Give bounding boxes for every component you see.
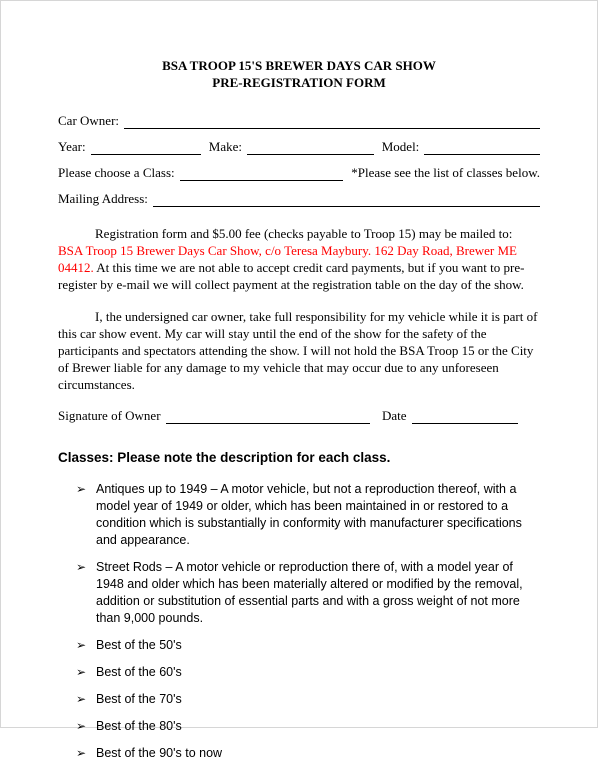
class-item-text: Best of the 60's	[96, 665, 182, 679]
class-item-text: Best of the 80's	[96, 719, 182, 733]
arrow-bullet-icon: ➢	[76, 719, 87, 733]
mailing-address-red-text: BSA Troop 15 Brewer Days Car Show, c/o Teresa Maybury. 162 Day Road, Brewer ME 04412.	[58, 243, 517, 275]
model-label: Model:	[381, 139, 420, 154]
car-owner-blank-line	[124, 115, 540, 129]
mailing-address-label: Mailing Address:	[58, 191, 148, 206]
registration-paragraph-rest: At this time we are not able to accept credit card payments, but if you want to pre-register by e-mail we will collect payment at the registration table on the day of the show.	[58, 260, 525, 292]
class-row	[58, 165, 540, 181]
class-item-best-50s	[76, 637, 540, 654]
page-title-line2: PRE-REGISTRATION FORM	[212, 75, 386, 90]
model-blank-line	[424, 141, 540, 155]
signature-owner-label: Signature of Owner	[58, 408, 161, 423]
arrow-bullet-icon: ➢	[76, 746, 87, 760]
date-label: Date	[381, 408, 407, 423]
date-blank-line	[412, 410, 518, 424]
class-item-text: Best of the 70's	[96, 692, 182, 706]
year-blank-line	[91, 141, 201, 155]
signature-row	[58, 408, 540, 424]
class-blank-line	[180, 167, 344, 181]
page-title	[58, 57, 540, 91]
arrow-bullet-icon: ➢	[76, 482, 87, 496]
car-owner-label: Car Owner:	[58, 113, 120, 128]
class-item-best-70s	[76, 691, 540, 708]
class-item-text: Antiques up to 1949 – A motor vehicle, but not a reproduction thereof, with a model year of 1949 or older, which has been maintained in or restored to a condition which is substantially in conformity with manufacturer specifications and appearance.	[96, 482, 522, 547]
arrow-bullet-icon: ➢	[76, 638, 87, 652]
class-item-street-rods	[76, 559, 540, 627]
class-label: Please choose a Class:	[58, 165, 175, 180]
make-blank-line	[247, 141, 374, 155]
page-title-line1: BSA TROOP 15'S BREWER DAYS CAR SHOW	[162, 58, 436, 73]
car-owner-row	[58, 113, 540, 129]
class-item-text: Street Rods – A motor vehicle or reproduction there of, with a model year of 1948 and older which has been materially altered or modified by the removal, addition or substitution of essential parts and with a gross weight of not more than 9,000 pounds.	[96, 560, 523, 625]
class-list	[58, 481, 540, 762]
year-label: Year:	[58, 139, 86, 154]
signature-blank-line	[166, 410, 370, 424]
arrow-bullet-icon: ➢	[76, 692, 87, 706]
registration-paragraph	[58, 225, 540, 293]
class-item-best-90s	[76, 745, 540, 762]
registration-paragraph-intro: Registration form and $5.00 fee (checks payable to Troop 15) may be mailed to:	[95, 226, 513, 241]
classes-heading: Classes: Please note the description for each class.	[58, 450, 391, 465]
class-item-antiques	[76, 481, 540, 549]
class-item-best-60s	[76, 664, 540, 681]
class-item-text: Best of the 50's	[96, 638, 182, 652]
class-note: *Please see the list of classes below.	[351, 165, 540, 180]
mailing-address-row	[58, 191, 540, 207]
class-item-text: Best of the 90's to now	[96, 746, 223, 760]
make-label: Make:	[208, 139, 242, 154]
arrow-bullet-icon: ➢	[76, 665, 87, 679]
mailing-address-blank-line	[153, 193, 540, 207]
arrow-bullet-icon: ➢	[76, 560, 87, 574]
year-make-model-row	[58, 139, 540, 155]
class-item-best-80s	[76, 718, 540, 735]
liability-paragraph: I, the undersigned car owner, take full responsibility for my vehicle while it is part of this car show event. My car will stay until the end of the show for the safety of the participants and spectators attending the show. I will not hold the BSA Troop 15 or the City of Brewer liable for any damage to my vehicle that may occur due to any unforeseen circumstances.	[58, 309, 538, 392]
